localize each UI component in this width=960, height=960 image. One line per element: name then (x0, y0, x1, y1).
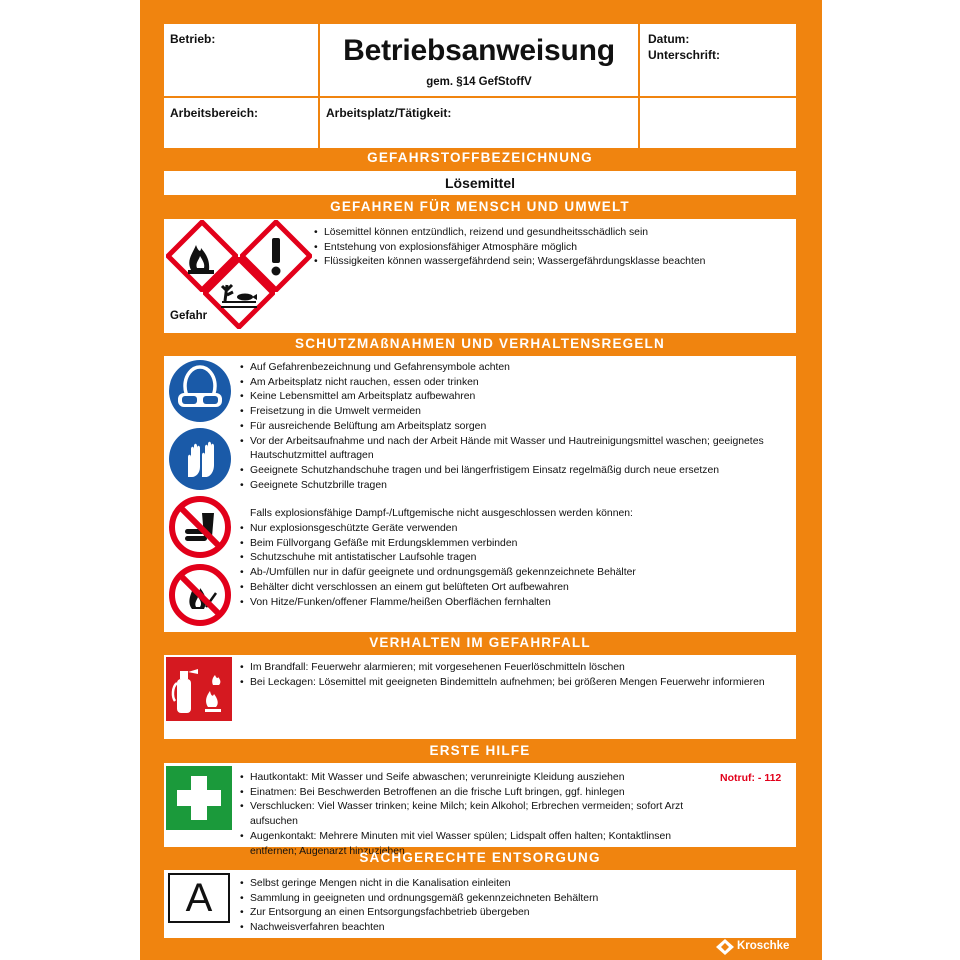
list-item: • Sammlung in geeigneten und ordnungsgemäß gekennzeichneten Behältern (239, 892, 791, 907)
betrieb-label: Betrieb: (170, 32, 216, 46)
no-open-flame-icon (168, 563, 232, 627)
goggles-icon (168, 359, 232, 423)
disposal-category-box (168, 873, 230, 923)
signal-word: Gefahr (170, 310, 208, 322)
entsorgung-list (239, 877, 791, 936)
list-item: • Selbst geringe Mengen nicht in die Kanalisation einleiten (239, 877, 791, 892)
no-eating-drinking-icon (168, 495, 232, 559)
list-item: • Vor der Arbeitsaufnahme und nach der Arbeit Hände mit Wasser und Hautreinigungsmittel waschen; geeignetes Hautschutzmittel auftragen (239, 435, 791, 464)
list-item: • Schutzschuhe mit antistatischer Laufsohle tragen (239, 551, 791, 566)
erste-hilfe-list (239, 771, 719, 859)
list-item: • Im Brandfall: Feuerwehr alarmieren; mit vorgesehenen Feuerlöschmitteln löschen (239, 661, 791, 676)
extra-box[interactable] (640, 98, 796, 148)
list-item: • Ab-/Umfüllen nur in dafür geeignete und ordnungsgemäß gekennzeichnete Behälter (239, 566, 791, 581)
list-intro: Falls explosionsfähige Dampf-/Luftgemische nicht ausgeschlossen werden können: (250, 508, 633, 520)
arbeitsbereich-label: Arbeitsbereich: (170, 106, 259, 120)
list-item: • Geeignete Schutzhandschuhe tragen und bei längerfristigem Einsatz regelmäßig durch neue ersetzen (239, 464, 791, 479)
section-heading-gefahrfall: VERHALTEN IM GEFAHRFALL (369, 635, 591, 650)
spacer (239, 493, 791, 507)
section-heading-gefahrstoff: GEFAHRSTOFFBEZEICHNUNG (367, 150, 593, 165)
list-item: • Für ausreichende Belüftung am Arbeitsplatz sorgen (239, 420, 791, 435)
schutz-list (239, 361, 791, 610)
datum-label: Datum: (648, 32, 690, 46)
gloves-icon (168, 427, 232, 491)
list-item: • Von Hitze/Funken/offener Flamme/heißen Oberflächen fernhalten (239, 596, 791, 611)
list-item: • Geeignete Schutzbrille tragen (239, 479, 791, 494)
list-item: • Entstehung von explosionsfähiger Atmosphäre möglich (313, 241, 791, 256)
disposal-category-letter: A (185, 876, 213, 920)
list-item: • Beim Füllvorgang Gefäße mit Erdungsklemmen verbinden (239, 537, 791, 552)
list-item: • Freisetzung in die Umwelt vermeiden (239, 405, 791, 420)
kroschke-logo-icon (716, 939, 734, 955)
gefahren-list (313, 226, 791, 270)
section-heading-gefahren: GEFAHREN FÜR MENSCH UND UMWELT (330, 199, 630, 214)
substance-name: Lösemittel (444, 175, 515, 191)
page-title: Betriebsanweisung (343, 34, 615, 67)
arbeitsplatz-label: Arbeitsplatz/Tätigkeit: (326, 106, 452, 120)
list-item: • Nachweisverfahren beachten (239, 921, 791, 936)
page-subtitle: gem. §14 GefStoffV (426, 76, 532, 88)
list-item: • Keine Lebensmittel am Arbeitsplatz aufbewahren (239, 390, 791, 405)
brand-name: Kroschke (737, 940, 790, 952)
list-item: • Hautkontakt: Mit Wasser und Seife abwaschen; verunreinigte Kleidung ausziehen (239, 771, 719, 786)
list-item: • Behälter dicht verschlossen an einem gut belüfteten Ort aufbewahren (239, 581, 791, 596)
environment-icon (203, 257, 275, 329)
list-item: • Nur explosionsgeschützte Geräte verwenden (239, 522, 791, 537)
list-item: • Bei Leckagen: Lösemittel mit geeigneten Bindemitteln aufnehmen; bei größeren Mengen Feuerwehr informieren (239, 676, 791, 691)
section-heading-entsorgung: SACHGERECHTE ENTSORGUNG (359, 850, 601, 865)
list-item: • Zur Entsorgung an einen Entsorgungsfachbetrieb übergeben (239, 906, 791, 921)
list-item: • Flüssigkeiten können wassergefährdend sein; Wassergefährdungsklasse beachten (313, 255, 791, 270)
notruf-label: Notruf: - 112 (720, 772, 782, 784)
list-item: • Auf Gefahrenbezeichnung und Gefahrensymbole achten (239, 361, 791, 376)
section-heading-schutz: SCHUTZMAßNAHMEN UND VERHALTENSREGELN (295, 336, 665, 351)
list-item: • Einatmen: Bei Beschwerden Betroffenen an die frische Luft bringen, ggf. hinlegen (239, 786, 719, 801)
list-item: • Am Arbeitsplatz nicht rauchen, essen oder trinken (239, 376, 791, 391)
unterschrift-label: Unterschrift: (648, 48, 721, 62)
list-item: • Verschlucken: Viel Wasser trinken; keine Milch; kein Alkohol; Erbrechen vermeiden; sofort Arzt aufsuchen (239, 800, 719, 829)
first-aid-cross-icon (166, 766, 232, 830)
section-heading-erste-hilfe: ERSTE HILFE (429, 743, 531, 758)
list-item: • Lösemittel können entzündlich, reizend und gesundheitsschädlich sein (313, 226, 791, 241)
fire-extinguisher-icon (166, 657, 232, 721)
gefahrfall-list (239, 661, 791, 690)
list-item: • Augenkontakt: Mehrere Minuten mit viel Wasser spülen; Lidspalt offen halten; Kontaktlinsen entfernen; Augenarzt hinzuziehen (239, 830, 719, 859)
